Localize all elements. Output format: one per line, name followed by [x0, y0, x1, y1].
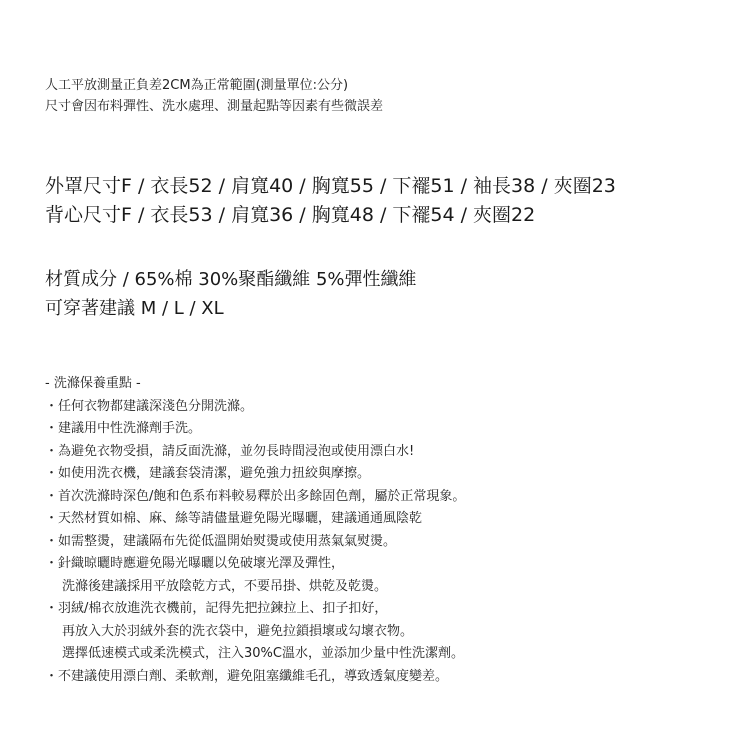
care-item: ・任何衣物都建議深淺色分開洗滌。: [45, 398, 254, 414]
care-item: ・針織晾曬時應避免陽光曝曬以免破壞光澤及彈性，: [45, 556, 345, 571]
vest-size-line: 背心尺寸F / 衣長53 / 肩寬36 / 胸寬48 / 下襬54 / 夾圈22: [45, 204, 536, 226]
material-info: [45, 265, 417, 323]
measurement-note: [45, 75, 383, 117]
care-item-continuation: 選擇低速模式或柔洗模式，注入30%C溫水，並添加少量中性洗潔劑。: [62, 646, 464, 661]
care-item: ・建議用中性洗滌劑手洗。: [45, 421, 202, 436]
care-item: ・羽絨/棉衣放進洗衣機前，記得先把拉鍊拉上、扣子扣好，: [45, 601, 388, 616]
care-item: ・如需整燙，建議隔布先從低溫開始熨燙或使用蒸氣氣熨燙。: [45, 533, 397, 549]
care-item-continuation: 再放入大於羽絨外套的洗衣袋中，避免拉鎖損壞或勾壞衣物。: [62, 623, 414, 639]
care-instructions: [45, 373, 465, 688]
care-title: - 洗滌保養重點 -: [45, 376, 141, 391]
care-item: ・不建議使用漂白劑、柔軟劑，避免阻塞纖維毛孔，導致透氣度變差。: [45, 668, 449, 684]
jacket-size-line: 外罩尺寸F / 衣長52 / 肩寬40 / 胸寬55 / 下襬51 / 袖長38 / 夾圈23: [45, 175, 616, 197]
care-item-continuation: 洗滌後建議採用平放陰乾方式，不要吊掛、烘乾及乾燙。: [62, 578, 388, 594]
size-chart: [45, 172, 616, 230]
material-composition: 材質成分 / 65%棉 30%聚酯纖維 5%彈性纖維: [45, 269, 417, 290]
measurement-note-line-2: 尺寸會因布料彈性、洗水處理、測量起點等因素有些微誤差: [45, 99, 384, 114]
care-item: ・首次洗滌時深色/飽和色系布料較易釋於出多餘固色劑，屬於正常現象。: [45, 488, 466, 504]
care-item: ・為避免衣物受損，請反面洗滌，並勿長時間浸泡或使用漂白水!: [45, 443, 415, 459]
care-item: ・天然材質如棉、麻、絲等請儘量避免陽光曝曬，建議通通風陰乾: [45, 511, 423, 526]
recommended-sizes: 可穿著建議 M / L / XL: [45, 298, 224, 319]
care-item: ・如使用洗衣機，建議套袋清潔，避免強力扭絞與摩擦。: [45, 466, 371, 481]
measurement-note-line-1: 人工平放測量正負差2CM為正常範圍(測量單位:公分): [45, 78, 349, 93]
